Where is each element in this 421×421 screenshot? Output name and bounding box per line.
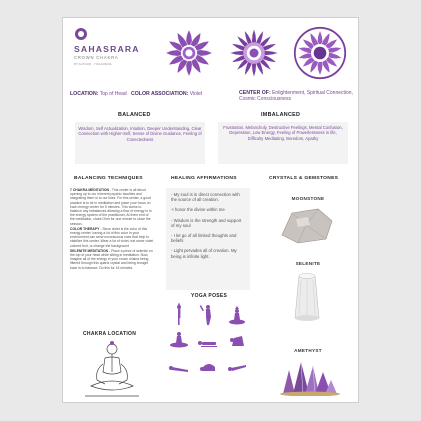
center-info [239,90,359,102]
stone-label-amethyst: AMETHYST [294,348,322,353]
yoga-pose-forward-bend-icon [224,328,250,351]
selenite-image [287,270,327,324]
yoga-pose-standing-icon [195,303,221,326]
imbalanced-text: Frustration, Melancholy, Destructive Feelings, Mental Confusion, Depression, Low Energy, Feeling of Powerlessness in life, Difficulty Meditating, Boredom, Apathy [218,122,348,164]
technique-text: - This center is all about opening up to our inherent psychic faculties and integrating them in to our lives. For this center, a good practice is to sit in meditation and place your focus on each energy center for 5 minutes. This works to balance any imbalances allowing a flow of energy in to the energy system of the practitioner. At them end of the meditation, chant Ohm for one minute to close the session. [70,188,152,226]
techniques-heading: BALANCING TECHNIQUES [74,176,143,181]
mandala-icon [162,26,216,80]
yoga-pose-plank-icon [166,353,192,376]
color-label: COLOR ASSOCIATION: [131,91,189,97]
page-title: SAHASRARA [74,44,140,54]
yoga-pose-reclined-icon [195,328,221,351]
affirmation-item: - My soul is in direct connection with the source of all creation. [171,192,240,203]
meditating-figure-icon [77,340,147,400]
affirmations-heading: HEALING AFFIRMATIONS [171,176,237,181]
affirmations-panel [166,188,250,290]
balanced-heading: BALANCED [118,112,151,118]
mandala-icon [293,26,347,80]
yoga-pose-lotus-icon [166,328,192,351]
technique-item [70,188,154,226]
byline: BY AUTHOR · YOGAPEDIA [74,62,112,66]
yoga-pose-child-icon [195,353,221,376]
mandala-icon [227,26,281,80]
yoga-pose-stretch-icon [224,353,250,376]
affirmation-item: - I let go of all limited thoughts and beliefs [171,233,237,244]
technique-label: COLOR THERAPY [70,226,100,231]
affirmation-item: -I honor the divine within me [171,207,225,213]
location-value: Top of Head [99,91,127,97]
affirmation-item: - Wisdom is the strength and support of my soul [171,217,242,228]
chakra-logo-icon [75,28,87,40]
amethyst-image [275,356,341,396]
yoga-pose-tree-icon [166,303,192,326]
technique-item [70,249,154,270]
location-info [70,91,127,97]
stone-label-selenite: SELENITE [295,261,321,266]
center-label: CENTER OF: [239,90,271,96]
center-value: Enlightenment, Spiritual Connection, Cosmic Consciousness [239,90,353,102]
moonstone-image [278,205,336,245]
technique-label: SELENITE MEDITATION [70,248,109,253]
imbalanced-heading: IMBALANCED [261,112,301,118]
balanced-text: Wisdom, Self Actualization, Intuition, Deeper Understanding, Clear Connection with Higher-Self, Sense of Divine Guidance, Feeling of Conectedness [75,122,205,164]
chakra-sheet [62,17,359,403]
techniques-list [70,188,154,271]
technique-text: - Since violet is the color of this energy center, having a lot of this color in your environment can send unconscious cues that help to stabilize this center. Wear a lot of violet, eat some violet colored fruit, or change the background [70,226,154,248]
color-value: Violet [189,91,203,97]
technique-text: - Place a piece of selenite on the top of your head while sitting in meditation. Now, imagine all of the energy in your crown chakra being filtered through this quartz crystal and being brought back in to balance. Do this for 15 minutes. [70,248,153,270]
technique-label: 7 CHAKRA MEDITATION [70,188,109,192]
page-subtitle: CROWN CHAKRA [74,55,119,60]
technique-item [70,227,154,248]
crystals-heading: CRYSTALS & GEMSTONES [269,176,339,181]
stone-label-moonstone: MOONSTONE [291,196,325,201]
yoga-pose-seated-icon [224,303,250,326]
location-label: LOCATION: [70,91,99,97]
chakra-location-heading: CHAKRA LOCATION [83,331,137,337]
color-info [131,91,202,97]
yoga-heading: YOGA POSES [191,293,228,299]
affirmation-item: - Light pervades all of creation. My being is infinite light. [171,248,237,259]
